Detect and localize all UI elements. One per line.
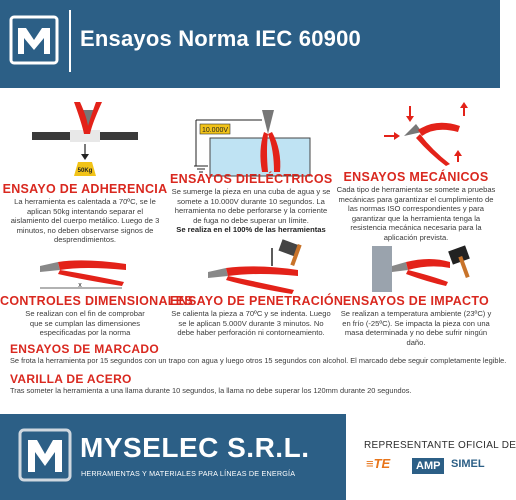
test-impacto <box>332 236 500 347</box>
page-footer <box>0 414 516 500</box>
mecanicos-title: ENSAYOS MECÁNICOS <box>343 170 489 184</box>
te-logo: ≡TE <box>366 456 391 471</box>
pliers-with-hammer-nail-icon <box>198 238 308 294</box>
amp-logo: AMP <box>412 458 444 474</box>
pliers-with-mallet-icon <box>366 238 476 294</box>
pliers-with-arrows-icon <box>370 96 470 168</box>
footer-logo-icon <box>18 428 72 482</box>
varilla-title: VARILLA DE ACERO <box>10 372 132 386</box>
company-tagline: HERRAMIENTAS Y MATERIALES PARA LÍNEAS DE ENERGÍA <box>81 469 296 478</box>
test-adherencia <box>0 96 170 245</box>
weight-label: 50Kg <box>77 168 93 174</box>
page-title: Ensayos Norma IEC 60900 <box>80 26 361 51</box>
adherencia-title: ENSAYO DE ADHERENCIA <box>2 182 168 196</box>
impacto-desc: Se realizan a temperatura ambiente (23ºC) y en frío (-25ºC). Se impacta la pieza con una masa determinada y no debe sufrir ningún daño. <box>340 309 492 347</box>
penetracion-title: ENSAYO DE PENETRACIÓN <box>170 294 344 308</box>
cutter-with-dimension-icon <box>34 252 134 292</box>
svg-text:10.000V: 10.000V <box>201 127 229 134</box>
dielectricos-desc: Se sumerge la pieza en una cuba de agua y se somete a 10.000V durante 10 segundos. La herramienta no debe perforarse y la corriente de fuga no debe superar un límite. <box>171 187 331 225</box>
mecanicos-desc: Cada tipo de herramienta se somete a pruebas mecánicas para garantizar el cumplimiento de las normas ISO correspondientes y para garantizar que la herramienta tenga la resistencia mecánica necesaria para la aplicación prevista. <box>336 185 496 242</box>
myselec-logo-icon <box>8 14 60 66</box>
impacto-title: ENSAYOS DE IMPACTO <box>342 294 490 308</box>
pliers-in-water-tank-icon <box>192 102 312 182</box>
penetracion-desc: Se calienta la pieza a 70ºC y se indenta. Luego se le aplican 5.000V durante 3 minutos. No debe haber perforación ni contorneamiento. <box>171 309 331 338</box>
pliers-with-weight-icon <box>30 100 140 180</box>
header-divider <box>69 10 71 72</box>
dimensionales-desc: Se realizan con el fin de comprobar que se cumplan las dimensiones especificadas por la norma <box>25 309 145 338</box>
varilla-text: Tras someter la herramienta a una llama durante 10 segundos, la llama no debe superar los 120mm durante 20 segundos. <box>10 386 412 395</box>
marcado-title: ENSAYOS DE MARCADO <box>10 342 159 356</box>
company-name: MYSELEC S.R.L. <box>80 432 310 463</box>
test-penetracion <box>170 236 344 342</box>
test-mecanicos <box>332 96 500 242</box>
dielectricos-emphasis: Se realiza en el 100% de las herramientas <box>176 225 326 234</box>
dielectricos-title: ENSAYOS DIELÉCTRICOS <box>170 172 333 186</box>
adherencia-desc: La herramienta es calentada a 70ºC, se le aplican 50kg intentando separar el aislamiento del cuerpo metálico. Luego de 3 minutos, no deben observarse signos de desprendimientos. <box>10 197 160 245</box>
marcado-text: Se frota la herramienta por 15 segundos con un trapo con agua y luego otros 15 segundos con alcohol. El marcado debe seguir completamente legible. <box>10 356 507 365</box>
simel-logo: SIMEL <box>451 458 485 470</box>
test-dielectricos <box>170 96 332 236</box>
dimensionales-title: CONTROLES DIMENSIONALES <box>0 294 194 308</box>
page-header <box>0 0 500 88</box>
representante-label: REPRESENTANTE OFICIAL DE <box>364 440 516 451</box>
svg-text:x: x <box>78 282 82 289</box>
test-dimensionales <box>0 246 194 342</box>
